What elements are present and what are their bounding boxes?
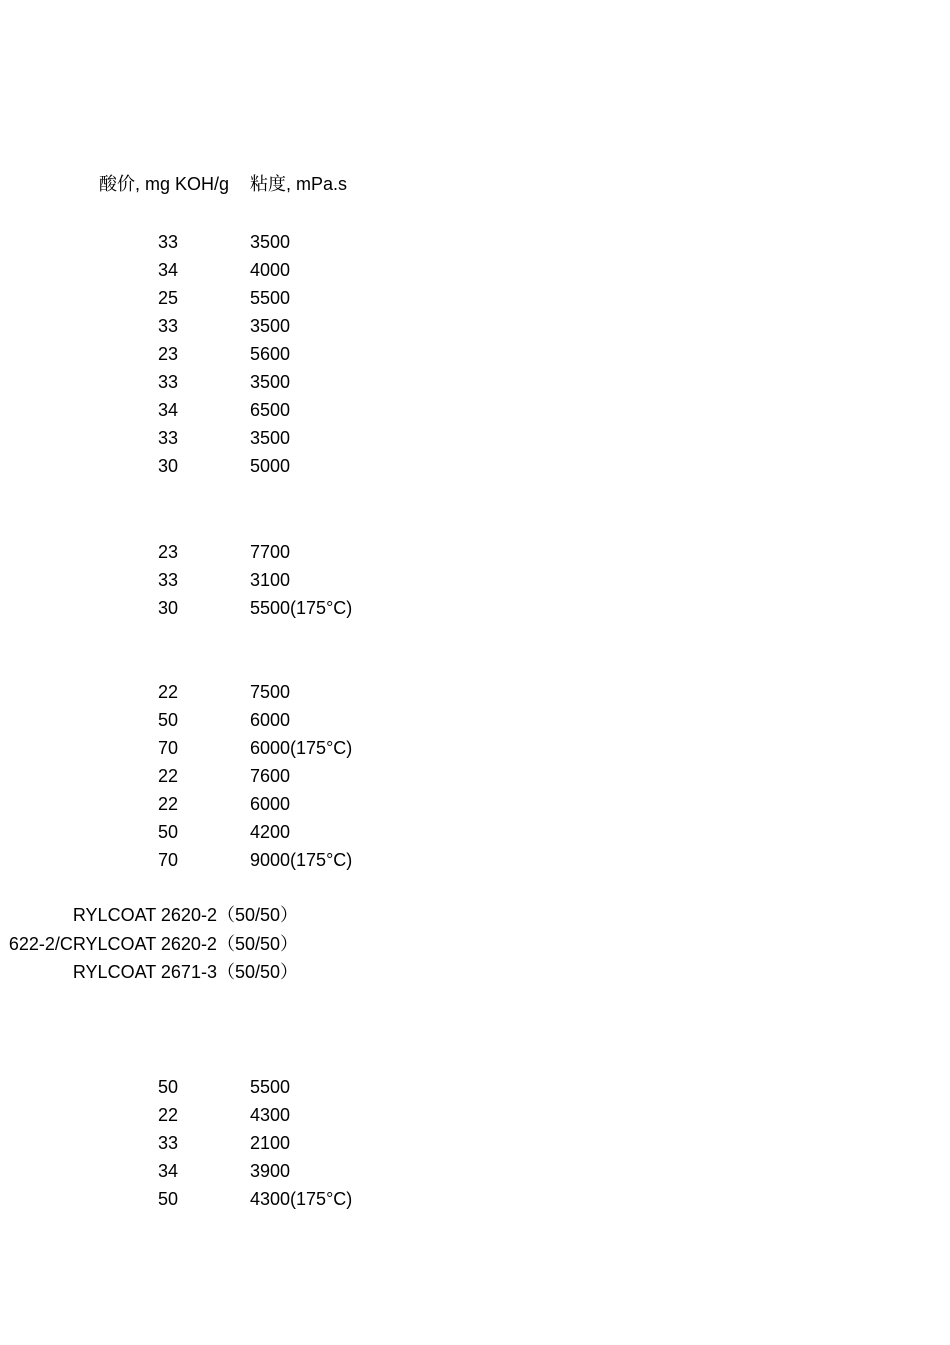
table-row bbox=[0, 312, 950, 340]
viscosity-cell: 3100 bbox=[250, 570, 291, 590]
data-group-2 bbox=[0, 538, 950, 622]
table-row bbox=[0, 1101, 950, 1129]
table-row bbox=[0, 1073, 950, 1101]
viscosity-cell: 3500 bbox=[250, 232, 291, 252]
acid-cell: 22 bbox=[157, 682, 178, 702]
acid-cell: 30 bbox=[157, 598, 178, 618]
viscosity-cell: 5500(175°C) bbox=[250, 598, 353, 618]
table-row bbox=[0, 566, 950, 594]
acid-cell: 22 bbox=[157, 1105, 178, 1125]
blend-list bbox=[0, 901, 950, 987]
viscosity-cell: 5500 bbox=[250, 288, 291, 308]
table-row bbox=[0, 538, 950, 566]
viscosity-cell: 3500 bbox=[250, 316, 291, 336]
acid-cell: 70 bbox=[157, 738, 178, 758]
acid-cell: 34 bbox=[157, 1161, 178, 1181]
table-row bbox=[0, 1129, 950, 1157]
acid-cell: 33 bbox=[157, 428, 178, 448]
acid-cell: 33 bbox=[157, 232, 178, 252]
acid-cell: 33 bbox=[157, 372, 178, 392]
blend-line bbox=[0, 958, 950, 987]
viscosity-cell: 4300 bbox=[250, 1105, 291, 1125]
table-row bbox=[0, 706, 950, 734]
acid-cell: 33 bbox=[157, 316, 178, 336]
acid-value-header: 酸价, mg KOH/g bbox=[99, 174, 230, 194]
table-row bbox=[0, 762, 950, 790]
table-row bbox=[0, 368, 950, 396]
acid-cell: 30 bbox=[157, 456, 178, 476]
table-row bbox=[0, 452, 950, 480]
acid-cell: 50 bbox=[157, 710, 178, 730]
table-row bbox=[0, 284, 950, 312]
acid-cell: 33 bbox=[157, 570, 178, 590]
viscosity-cell: 3500 bbox=[250, 372, 291, 392]
table-row bbox=[0, 818, 950, 846]
viscosity-cell: 5600 bbox=[250, 344, 291, 364]
table-row bbox=[0, 734, 950, 762]
acid-cell: 50 bbox=[157, 1189, 178, 1209]
viscosity-cell: 6000(175°C) bbox=[250, 738, 353, 758]
viscosity-cell: 5000 bbox=[250, 456, 291, 476]
viscosity-cell: 9000(175°C) bbox=[250, 850, 353, 870]
viscosity-cell: 7700 bbox=[250, 542, 291, 562]
acid-cell: 22 bbox=[157, 794, 178, 814]
table-row bbox=[0, 846, 950, 874]
table-row bbox=[0, 790, 950, 818]
viscosity-cell: 4000 bbox=[250, 260, 291, 280]
viscosity-cell: 7600 bbox=[250, 766, 291, 786]
acid-cell: 33 bbox=[157, 1133, 178, 1153]
table-row bbox=[0, 256, 950, 284]
viscosity-cell: 5500 bbox=[250, 1077, 291, 1097]
table-row bbox=[0, 424, 950, 452]
blend-label: RYLCOAT 2671-3（50/50） bbox=[72, 962, 298, 982]
table-row bbox=[0, 340, 950, 368]
table-row bbox=[0, 1157, 950, 1185]
acid-cell: 50 bbox=[157, 822, 178, 842]
blend-line bbox=[0, 901, 950, 930]
table-row bbox=[0, 1185, 950, 1213]
viscosity-header: 粘度, mPa.s bbox=[250, 174, 348, 194]
viscosity-cell: 3900 bbox=[250, 1161, 291, 1181]
acid-cell: 25 bbox=[157, 288, 178, 308]
data-group-4 bbox=[0, 1073, 950, 1213]
viscosity-cell: 6000 bbox=[250, 710, 291, 730]
table-row bbox=[0, 594, 950, 622]
viscosity-cell: 6000 bbox=[250, 794, 291, 814]
blend-label: RYLCOAT 2620-2（50/50） bbox=[72, 905, 298, 925]
data-group-3 bbox=[0, 678, 950, 874]
acid-cell: 70 bbox=[157, 850, 178, 870]
acid-cell: 34 bbox=[157, 260, 178, 280]
table-row bbox=[0, 678, 950, 706]
viscosity-cell: 2100 bbox=[250, 1133, 291, 1153]
acid-cell: 23 bbox=[157, 344, 178, 364]
acid-cell: 22 bbox=[157, 766, 178, 786]
blend-label: 622-2/CRYLCOAT 2620-2（50/50） bbox=[8, 933, 298, 954]
blend-line bbox=[0, 930, 950, 959]
viscosity-cell: 3500 bbox=[250, 428, 291, 448]
viscosity-cell: 6500 bbox=[250, 400, 291, 420]
acid-cell: 50 bbox=[157, 1077, 178, 1097]
table-row bbox=[0, 228, 950, 256]
viscosity-cell: 4300(175°C) bbox=[250, 1189, 353, 1209]
table-row bbox=[0, 396, 950, 424]
viscosity-cell: 4200 bbox=[250, 822, 291, 842]
acid-cell: 34 bbox=[157, 400, 178, 420]
acid-cell: 23 bbox=[157, 542, 178, 562]
viscosity-cell: 7500 bbox=[250, 682, 291, 702]
data-group-1 bbox=[0, 228, 950, 480]
